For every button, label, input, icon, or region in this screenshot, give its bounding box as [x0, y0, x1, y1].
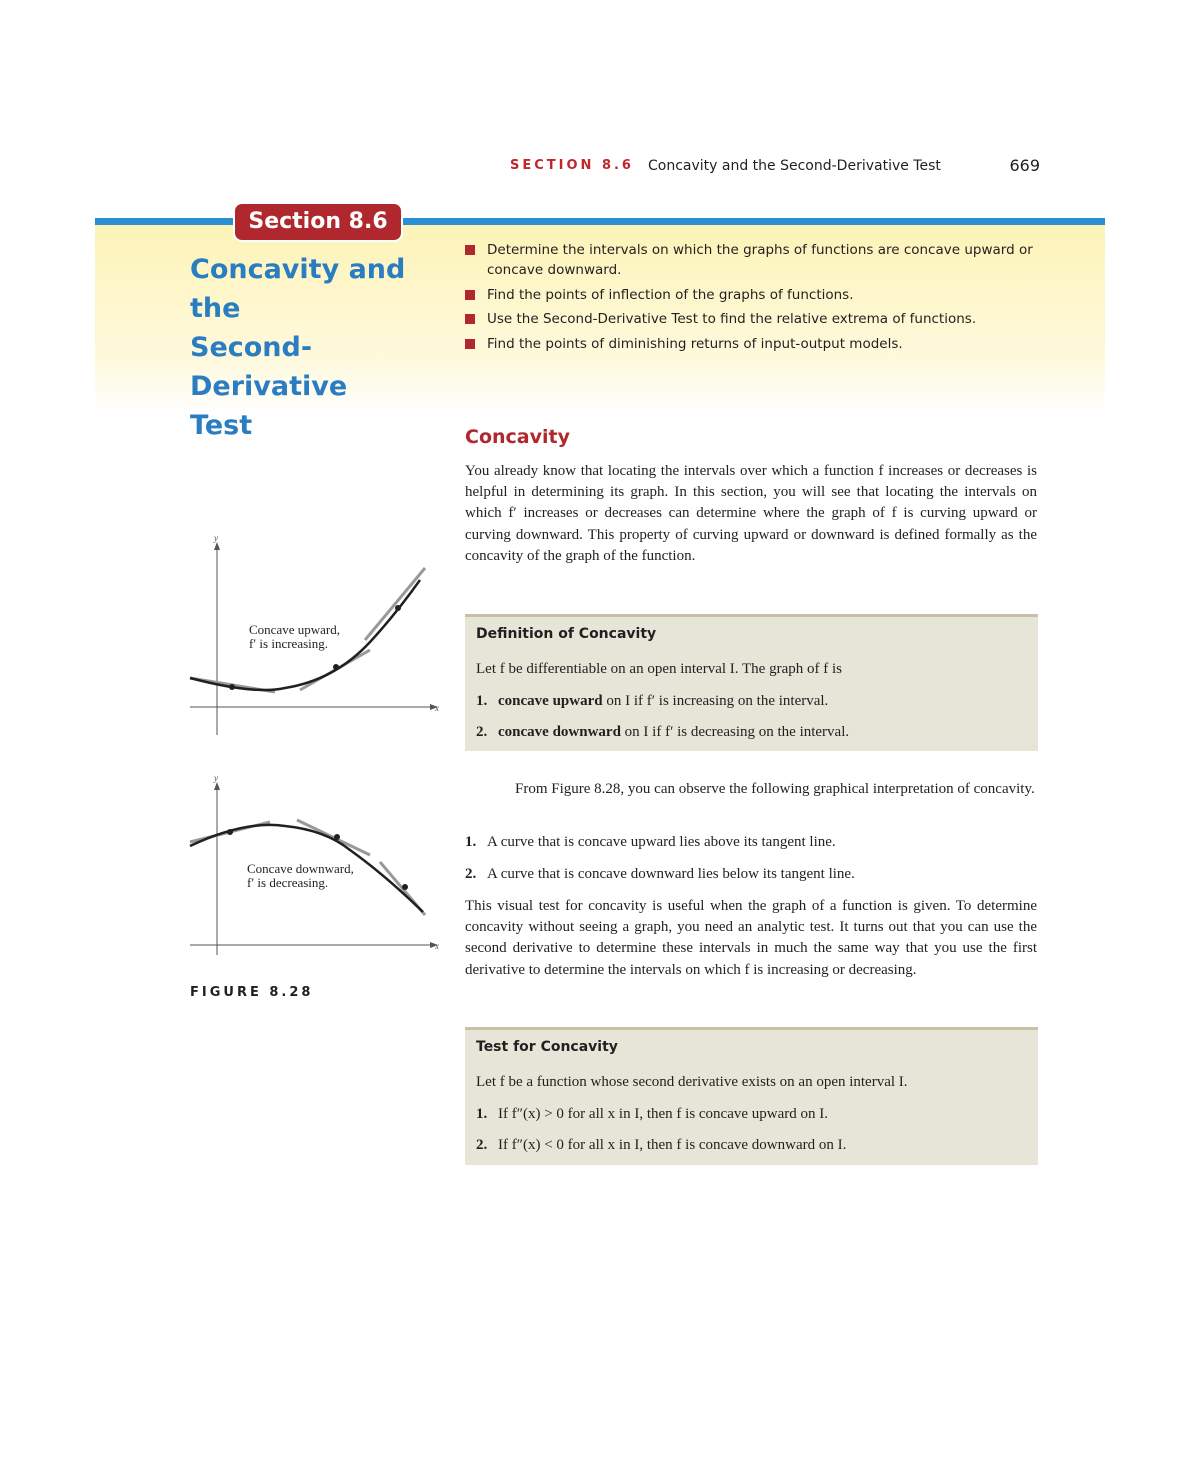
test-item: 2. If f″(x) < 0 for all x in I, then f is concave downward on I.	[476, 1137, 847, 1153]
tangent-point	[402, 884, 408, 890]
figure-caption: FIGURE 8.28	[190, 985, 314, 1000]
page-number: 669	[1009, 156, 1040, 175]
bullet-square-icon	[465, 290, 475, 300]
test-item: 1. If f″(x) > 0 for all x in I, then f is concave upward on I.	[476, 1106, 829, 1122]
y-axis-arrow-icon	[214, 782, 220, 790]
tangent-point	[395, 605, 401, 611]
objective-item: Use the Second-Derivative Test to find the relative extrema of functions.	[465, 309, 1035, 329]
objective-item: Determine the intervals on which the graphs of functions are concave upward or concave downward.	[465, 240, 1035, 280]
tangent-point	[229, 684, 235, 690]
y-axis-label: y	[214, 533, 218, 543]
section-title-line: Second-Derivative	[190, 332, 348, 402]
definition-box-title: Definition of Concavity	[476, 626, 657, 642]
running-header	[510, 158, 1040, 182]
objective-item: Find the points of diminishing returns of input-output models.	[465, 334, 1035, 354]
intro-paragraph: You already know that locating the intervals over which a function f increases or decreases is helpful in determining its graph. In this section, you will see that locating the intervals on which f′ increases or decreases can determine where the graph of f is curving upward or curving downward. This property of curving upward or downward is defined formally as the concavity of the graph of the function.	[465, 463, 1037, 564]
tangent-point	[334, 834, 340, 840]
test-lead: Let f be a function whose second derivative exists on an open interval I.	[476, 1074, 908, 1090]
visual-test-paragraph: This visual test for concavity is useful when the graph of a function is given. To determine concavity without seeing a graph, you need an analytic test. It turns out that you can use the second derivative to determine these intervals in much the same way that you use the first derivative to determine the intervals on which f is increasing or decreasing.	[465, 898, 1037, 978]
figure-label: Concave upward, f′ is increasing.	[249, 622, 340, 651]
bullet-square-icon	[465, 245, 475, 255]
tangent-point	[333, 664, 339, 670]
definition-item: 1. concave upward on I if f′ is increasing on the interval.	[476, 693, 829, 709]
definition-lead: Let f be differentiable on an open interval I. The graph of f is	[476, 661, 842, 677]
y-axis-label: y	[214, 773, 218, 783]
section-title-line: Concavity and the	[190, 254, 406, 324]
figure-concave-downward	[185, 770, 445, 960]
x-axis-label: x	[435, 703, 439, 713]
running-header-title: Concavity and the Second-Derivative Test	[648, 158, 941, 174]
observation-item: 1. A curve that is concave upward lies above its tangent line.	[465, 834, 836, 850]
figure-label: Concave downward, f′ is decreasing.	[247, 861, 354, 890]
bullet-square-icon	[465, 314, 475, 324]
definition-box	[465, 614, 1038, 751]
concavity-heading: Concavity	[465, 426, 570, 448]
bullet-square-icon	[465, 339, 475, 349]
observation-item: 2. A curve that is concave downward lies below its tangent line.	[465, 866, 855, 882]
tangent-line	[365, 568, 425, 640]
x-axis-label: x	[435, 941, 439, 951]
figure-concave-upward	[185, 530, 445, 745]
tangent-line	[297, 820, 370, 855]
objective-item: Find the points of inflection of the graphs of functions.	[465, 285, 1035, 305]
learning-objectives	[465, 240, 1035, 358]
y-axis-arrow-icon	[214, 542, 220, 550]
test-box	[465, 1027, 1038, 1165]
section-title-line: Test	[190, 410, 253, 441]
definition-item: 2. concave downward on I if f′ is decreasing on the interval.	[476, 724, 850, 740]
test-box-title: Test for Concavity	[476, 1039, 618, 1055]
section-tab: Section 8.6	[233, 202, 403, 242]
section-title	[190, 250, 455, 445]
observation-paragraph: From Figure 8.28, you can observe the following graphical interpretation of concavity.	[515, 781, 1035, 797]
running-header-section: SECTION 8.6	[510, 158, 634, 173]
tangent-point	[227, 829, 233, 835]
